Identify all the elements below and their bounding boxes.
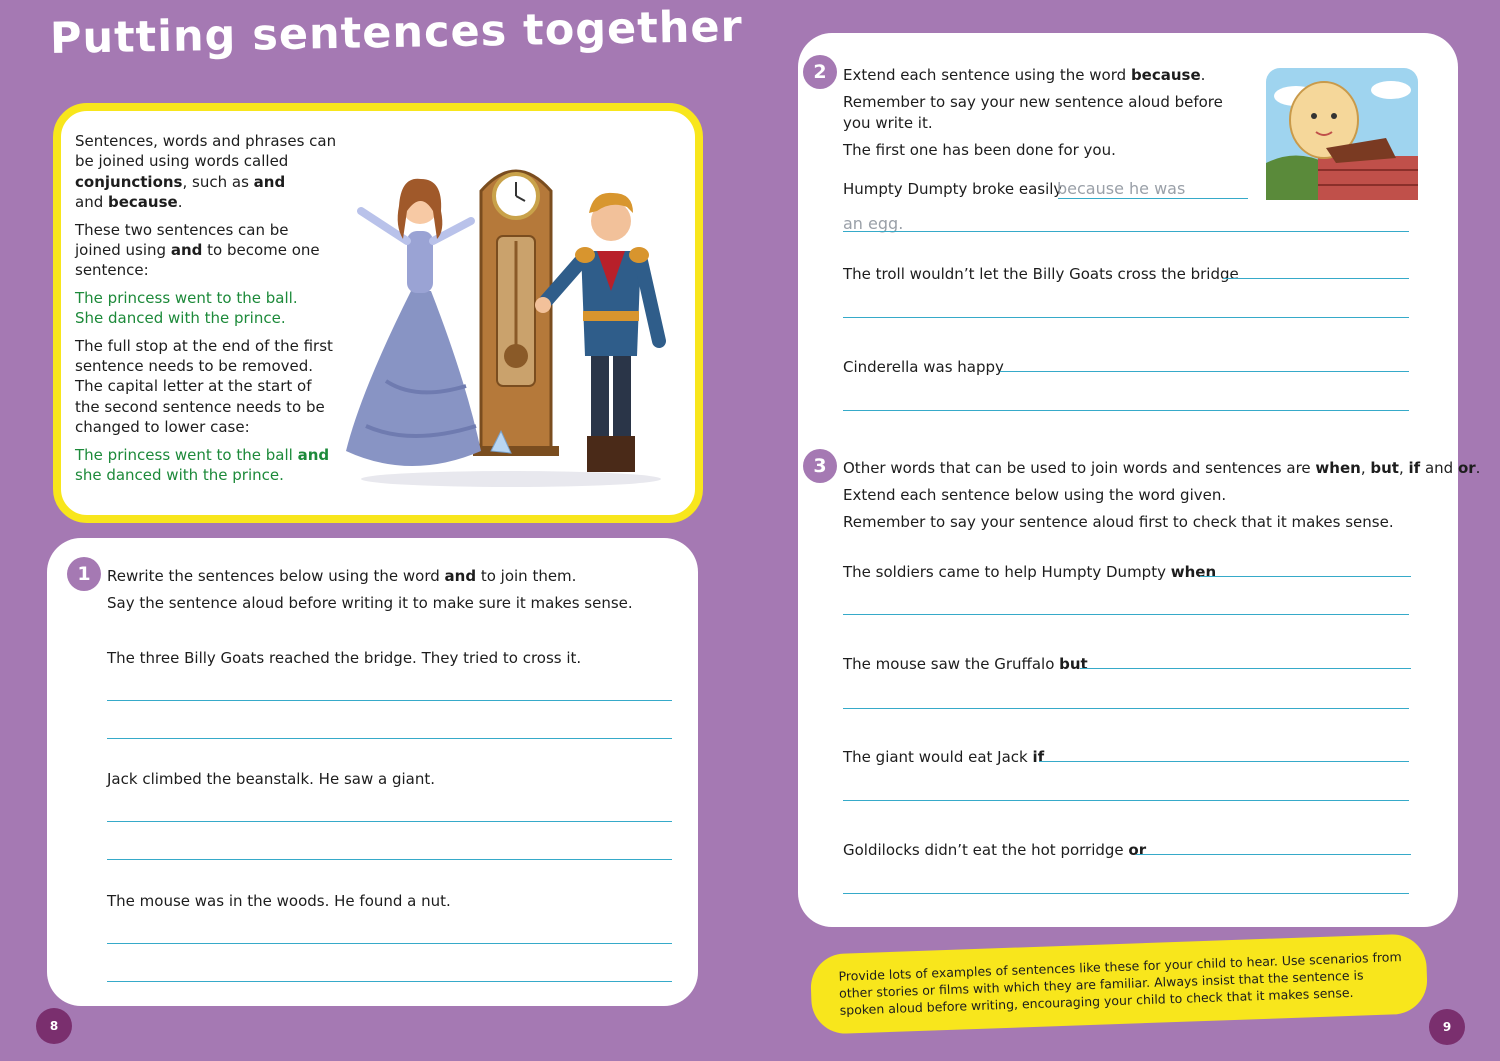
prince-icon	[535, 193, 659, 472]
example-sentence-1: The princess went to the ball.	[75, 288, 298, 307]
answer-line[interactable]	[1080, 668, 1411, 669]
example-sentence-2: She danced with the prince.	[75, 309, 286, 328]
q2-item-2: Cinderella was happy	[843, 358, 1004, 376]
answer-line[interactable]	[107, 700, 672, 701]
answer-line[interactable]	[843, 231, 1409, 232]
q1-item-3: The mouse was in the woods. He found a nut.	[107, 892, 451, 910]
exercise-number-3: 3	[803, 449, 837, 483]
answer-line[interactable]	[1039, 761, 1409, 762]
answer-line[interactable]	[107, 859, 672, 860]
answer-line[interactable]	[843, 614, 1409, 615]
answer-line[interactable]	[107, 981, 672, 982]
grandfather-clock-icon	[473, 171, 559, 456]
info-box	[53, 103, 703, 523]
q3-item-3: The giant would eat Jack if	[843, 748, 1045, 766]
q2-instruction-2b: you write it.	[843, 114, 933, 132]
answer-line[interactable]	[107, 738, 672, 739]
answer-line[interactable]	[843, 800, 1409, 801]
q3-instruction-3: Remember to say your sentence aloud first to check that it makes sense.	[843, 513, 1394, 531]
q3-item-4: Goldilocks didn’t eat the hot porridge or	[843, 841, 1147, 859]
answer-line[interactable]	[1058, 198, 1248, 199]
q1-item-2: Jack climbed the beanstalk. He saw a giant.	[107, 770, 435, 788]
q3-item-2: The mouse saw the Gruffalo but	[843, 655, 1088, 673]
page-number-left: 8	[36, 1008, 72, 1044]
answer-line[interactable]	[1136, 854, 1411, 855]
humpty-dumpty-icon	[1266, 68, 1418, 200]
answer-line[interactable]	[1223, 278, 1409, 279]
exercise-number-2: 2	[803, 55, 837, 89]
answer-line[interactable]	[107, 943, 672, 944]
q3-instruction: Other words that can be used to join words and sentences are when, but, if and or.	[843, 459, 1481, 477]
answer-line[interactable]	[843, 708, 1409, 709]
princess-icon	[346, 179, 481, 466]
q2-example: Humpty Dumpty broke easily	[843, 180, 1063, 198]
exercise-1-card	[47, 538, 698, 1006]
q1-instruction-2: Say the sentence aloud before writing it to make sure it makes sense.	[107, 594, 633, 612]
answer-line[interactable]	[843, 893, 1409, 894]
answer-line[interactable]	[107, 821, 672, 822]
parent-tip-text: Provide lots of examples of sentences like these for your child to hear. Use scenarios from other stories or films with which they are familiar. Always insist that the sentence is spoken aloud before writing, encouraging your child to check that it makes sense.	[838, 949, 1402, 1018]
q3-instruction-2: Extend each sentence below using the word given.	[843, 486, 1227, 504]
q1-instruction: Rewrite the sentences below using the word and to join them.	[107, 567, 577, 585]
page-title: Putting sentences together	[49, 1, 744, 64]
answer-line[interactable]	[843, 317, 1409, 318]
q1-item-1: The three Billy Goats reached the bridge. They tried to cross it.	[107, 649, 582, 667]
exercise-number-1: 1	[67, 557, 101, 591]
q2-instruction-2a: Remember to say your new sentence aloud before	[843, 93, 1223, 111]
q2-instruction: Extend each sentence using the word because.	[843, 66, 1206, 84]
answer-line[interactable]	[843, 410, 1409, 411]
joined-example: The princess went to the ball and she danced with the prince.	[75, 445, 330, 485]
example-answer-2: an egg.	[843, 214, 904, 233]
info-rule: The full stop at the end of the first sentence needs to be removed. The capital letter at the start of the second sentence needs to be changed to lower case:	[75, 336, 333, 437]
q2-instruction-3: The first one has been done for you.	[843, 141, 1116, 159]
exercise-2-3-card	[798, 33, 1481, 927]
answer-line[interactable]	[1200, 576, 1411, 577]
fairytale-illustration	[341, 151, 681, 491]
page-number-right: 9	[1429, 1009, 1465, 1045]
info-text: Sentences, words and phrases can be joined using words called conjunctions, such as and and because. These two sentences can be joined using and to become one sentence: The princess went to the ball. She danced with the prince. The full stop at the end of the first sentence needs to be removed. The capital letter at the start of the second sentence needs to be changed to lower case: The princess went to the ball and she danced with the prince.	[75, 132, 337, 485]
q2-item-1: The troll wouldn’t let the Billy Goats cross the bridge	[843, 265, 1239, 283]
answer-line[interactable]	[1000, 371, 1409, 372]
q3-item-1: The soldiers came to help Humpty Dumpty when	[843, 563, 1217, 581]
parent-tip-note	[810, 933, 1428, 1034]
example-answer-1: because he was	[1057, 179, 1186, 198]
